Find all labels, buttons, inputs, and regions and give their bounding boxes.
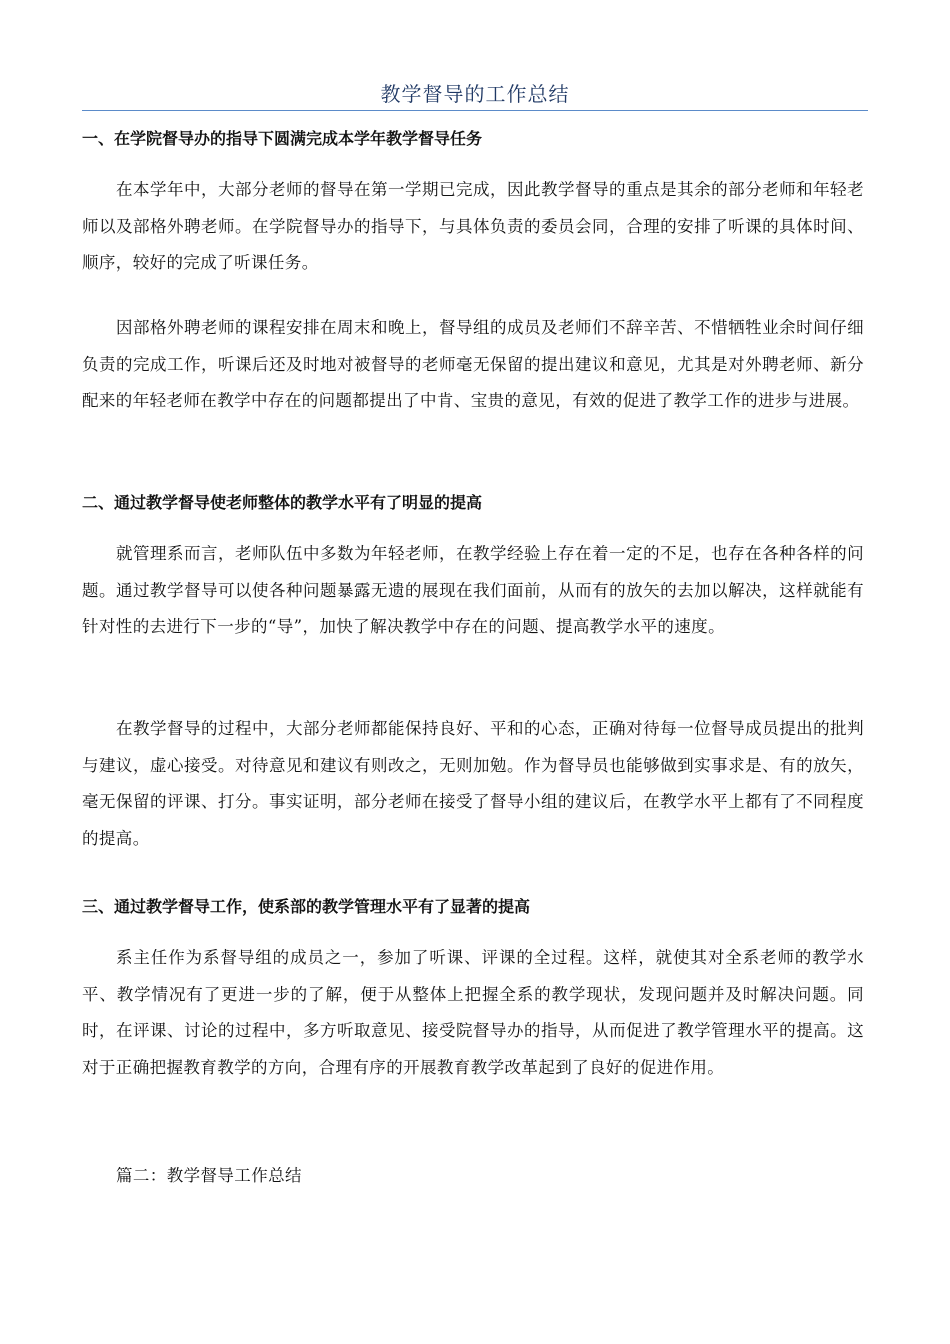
section-3-paragraph-1: 系主任作为系督导组的成员之一，参加了听课、评课的全过程。这样，就使其对全系老师的教学水平、教学情况有了更进一步的了解，便于从整体上把握全系的教学现状，发现问题并及时解决问题。同时，在评课、讨论的过程中，多方听取意见、接受院督导办的指导，从而促进了教学管理水平的提高。这对于正确把握教育教学的方向，合理有序的开展教育教学改革起到了良好的促进作用。: [82, 948, 864, 1077]
section-1-heading: 一、在学院督导办的指导下圆满完成本学年教学督导任务: [82, 129, 483, 148]
document-title: 教学督导的工作总结: [380, 82, 570, 106]
section-2-paragraph-2: 在教学督导的过程中，大部分老师都能保持良好、平和的心态，正确对待每一位督导成员提出的批判与建议，虚心接受。对待意见和建议有则改之，无则加勉。作为督导员也能够做到实事求是、有的放矢，毫无保留的评课、打分。事实证明，部分老师在接受了督导小组的建议后，在教学水平上都有了不同程度的提高。: [82, 719, 864, 848]
section-2-paragraph-1: 就管理系而言，老师队伍中多数为年轻老师，在教学经验上存在着一定的不足，也存在各种各样的问题。通过教学督导可以使各种问题暴露无遗的展现在我们面前，从而有的放矢的去加以解决，这样就能有针对性的去进行下一步的“导”，加快了解决教学中存在的问题、提高教学水平的速度。: [82, 544, 864, 636]
next-article-title: 篇二：教学督导工作总结: [116, 1166, 302, 1185]
title-divider: [82, 110, 868, 111]
section-3-heading: 三、通过教学督导工作，使系部的教学管理水平有了显著的提高: [82, 897, 531, 916]
section-2-heading: 二、通过教学督导使老师整体的教学水平有了明显的提高: [82, 493, 483, 512]
section-1-paragraph-1: 在本学年中，大部分老师的督导在第一学期已完成，因此教学督导的重点是其余的部分老师和年轻老师以及部格外聘老师。在学院督导办的指导下，与具体负责的委员会同，合理的安排了听课的具体时间、顺序，较好的完成了听课任务。: [82, 180, 864, 272]
section-1-paragraph-2: 因部格外聘老师的课程安排在周末和晚上，督导组的成员及老师们不辞辛苦、不惜牺牲业余时间仔细负责的完成工作，听课后还及时地对被督导的老师毫无保留的提出建议和意见，尤其是对外聘老师、新分配来的年轻老师在教学中存在的问题都提出了中肯、宝贵的意见，有效的促进了教学工作的进步与进展。: [82, 318, 864, 410]
